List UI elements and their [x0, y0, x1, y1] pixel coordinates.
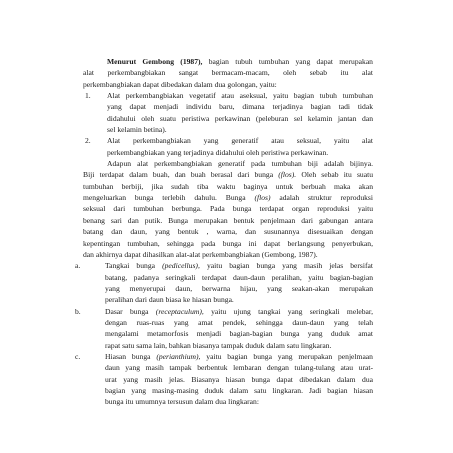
para2-line-1: Adapun alat perkembangbiakan generatif pada tumbuhan biji adalah bijinya.	[107, 159, 373, 169]
intro-line-3: perkembangbiakan dapat dibedakan dalam dua golongan, yaitu:	[83, 79, 277, 89]
list-item-1-line-3: didahului oleh suatu peristiwa perkawinan (peleburan sel kelamin jantan dan	[107, 113, 373, 123]
item-c-line-2: daun yang masih tampak berbentuk lembaran dengan tulang-tulang atau urat-	[105, 363, 373, 373]
term-receptaculum: (receptaculum),	[155, 306, 204, 316]
list-item-1-line-2: yang dapat menjadi individu baru, dimana terjadinya bagian tadi tidak	[107, 102, 373, 112]
item-b-line-1-a: Dasar bunga	[105, 306, 149, 316]
list-item-1-line-1	[83, 90, 373, 101]
term-flos-2: (flos)	[254, 193, 271, 203]
para2-line-2-a: Biji terdapat dalam buah, dan buah berasal dari bunga	[83, 170, 274, 180]
item-b-line-1-c: yaitu ujung tangkai yang seringkali melebar,	[211, 306, 373, 316]
intro-line-1	[83, 56, 373, 67]
para2-line-4	[83, 192, 373, 203]
item-b-line-1	[75, 306, 373, 317]
para2-line-9: dan akhirnya dapat dihasilkan alat-alat perkembangbiakan (Gembong, 1987).	[83, 249, 318, 259]
list-item-1-number: 1.	[85, 91, 91, 101]
item-a-letter: a.	[75, 261, 81, 271]
item-c-line-1-c: yaitu bagian bunga yang merupakan penjelmaan	[206, 351, 373, 361]
list-item-1-line-4: sel kelamin betina).	[107, 125, 167, 135]
item-c-line-3: urat yang masih jelas. Biasanya hiasan bunga dapat dibedakan dalam dua	[105, 374, 373, 384]
item-c-line-1	[75, 351, 373, 362]
item-b-line-2: dengan ruas-ruas yang amat pendek, sehingga daun-daun yang telah	[105, 317, 373, 327]
document-body	[75, 56, 374, 408]
item-c-line-4: bagian yang masing-masing duduk dalam satu lingkaran. Jadi bagian hiasan	[105, 385, 373, 395]
item-b-line-3: mengalami metamorfosis menjadi bagian-bagian bunga yang duduk amat	[105, 329, 373, 339]
item-c-line-5: bunga itu umumnya tersusun dalam dua lingkaran:	[105, 397, 259, 407]
term-pedicellus: (pedicellus),	[162, 261, 200, 271]
item-a-line-3: yang menyerupai daun, berwarna hijau, yang seakan-akan merupakan	[105, 283, 373, 293]
item-a-line-4: peralihan dari daun biasa ke hiasan bunga.	[105, 295, 234, 305]
list-item-2-text-1: Alat perkembangbiakan yang generatif atau seksual, yaitu alat	[107, 136, 373, 146]
para2-line-2	[83, 169, 373, 180]
intro-author-citation: Menurut Gembong (1987),	[107, 57, 203, 66]
list-item-2-line-2: perkembangbiakan yang terjadinya didahului oleh peristiwa perkawinan.	[107, 147, 329, 157]
intro-line-2: alat perkembangbiakan sangat bermacam-macam, oleh sebab itu alat	[83, 68, 373, 78]
list-item-2-line-1	[83, 135, 373, 146]
para2-line-5: seksual dari tumbuhan berbunga. Pada bunga terdapat organ reproduksi yaitu	[83, 204, 373, 214]
item-a-line-1	[75, 260, 374, 271]
item-b-letter: b.	[75, 306, 81, 316]
list-item-2-number: 2.	[85, 136, 91, 146]
item-c-letter: c.	[75, 351, 81, 361]
intro-line-1-text: bagian tubuh tumbuhan yang dapat merupakan	[208, 57, 373, 66]
para2-line-4-c: adalah struktur reproduksi	[279, 193, 373, 203]
item-c-line-1-a: Hiasan bunga	[105, 351, 151, 361]
para2-line-2-c: Oleh sebab itu suatu	[301, 170, 373, 180]
term-flos: (flos).	[278, 170, 297, 180]
para2-line-8: kepentingan tumbuhan, sehingga pada bunga ini dapat berlangsung penyerbukan,	[83, 238, 373, 248]
item-a-line-2: batang, padanya seringkali terdapat daun-daun peralihan, yaitu bagian-bagian	[105, 272, 373, 282]
para2-line-3: tumbuhan berbiji, jika sudah tiba waktu baginya untuk berbuah maka akan	[83, 181, 373, 191]
item-a-line-1-a: Tangkai bunga	[105, 261, 155, 271]
item-a-line-1-c: yaitu bagian bunga yang masih jelas bersifat	[206, 261, 374, 271]
para2-line-6: benang sari dan putik. Bunga merupakan bentuk penjelmaan dari gabungan antara	[83, 215, 373, 225]
para2-line-7: batang dan daun, yang bentuk , warna, dan susunannya disesuaikan dengan	[83, 227, 373, 237]
list-item-1-text-1: Alat perkembangbiakan vegetatif atau aseksual, yaitu bagian tubuh tumbuhan	[107, 91, 373, 101]
item-b-line-4: rapat satu sama lain, bahkan biasanya tampak duduk dalam satu lingkaran.	[105, 340, 332, 350]
term-perianthium: (perianthium),	[156, 351, 201, 361]
para2-line-4-a: mengeluarkan bunga terlebih dahulu. Bunga	[83, 193, 246, 203]
